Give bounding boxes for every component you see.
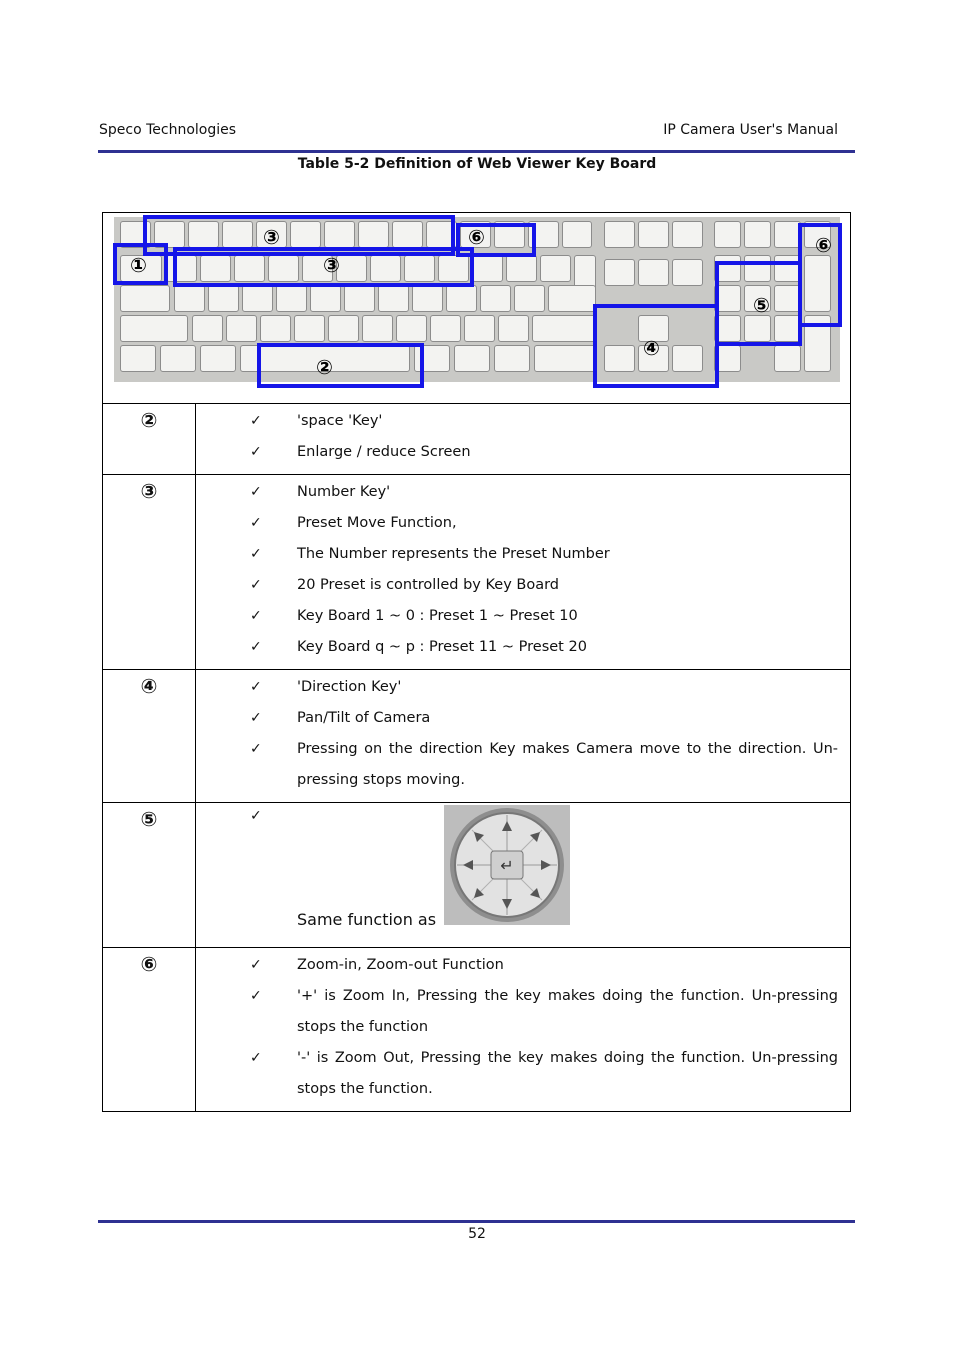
keyboard-key — [362, 315, 393, 342]
keyboard-key — [344, 285, 375, 312]
keyboard-key — [260, 315, 291, 342]
checkmark-icon: ✓ — [250, 608, 262, 624]
checkmark-icon: ✓ — [250, 484, 262, 500]
keyboard-key — [672, 259, 703, 286]
keyboard-key — [200, 345, 236, 372]
checkmark-icon: ✓ — [250, 988, 262, 1004]
keyboard-key — [540, 255, 571, 282]
keyboard-key — [604, 259, 635, 286]
keyboard-key — [498, 315, 529, 342]
keyboard-key — [514, 285, 545, 312]
keyboard-key — [534, 345, 596, 372]
checkmark-icon: ✓ — [250, 808, 262, 824]
list-item: ✓ Same function as ↵ — [196, 805, 838, 931]
ptz-control-icon — [444, 805, 570, 931]
list-item: ✓ Key Board 1 ~ 0 : Preset 1 ~ Preset 10 — [196, 601, 838, 632]
row-number-key — [103, 475, 851, 670]
row-numpad — [103, 803, 851, 948]
keyboard-key — [464, 315, 495, 342]
list-item: ✓ 20 Preset is controlled by Key Board — [196, 570, 838, 601]
list-item: ✓ Number Key' — [196, 477, 838, 508]
footer-rule — [98, 1220, 855, 1223]
keyboard-key — [396, 315, 427, 342]
checkmark-icon: ✓ — [250, 413, 262, 429]
header-company: Speco Technologies — [99, 122, 237, 138]
keyboard-key — [328, 315, 359, 342]
header-rule — [98, 150, 855, 153]
row-number: ② — [103, 404, 196, 475]
keyboard-key — [548, 285, 596, 312]
keyboard-key — [242, 285, 273, 312]
row-description — [196, 475, 851, 670]
keyboard-key — [446, 285, 477, 312]
keyboard-key — [120, 285, 170, 312]
checkmark-icon: ✓ — [250, 546, 262, 562]
list-item: ✓ Enlarge / reduce Screen — [196, 437, 838, 468]
keyboard-key — [192, 315, 223, 342]
checkmark-icon: ✓ — [250, 1050, 262, 1066]
keyboard-key — [378, 285, 409, 312]
row-number: ⑥ — [103, 948, 196, 1112]
label-1: ① — [130, 253, 147, 277]
list-item: ✓ Preset Move Function, — [196, 508, 838, 539]
row-description — [196, 803, 851, 948]
label-6-numpad: ⑥ — [815, 233, 832, 257]
page-number: 52 — [468, 1226, 486, 1242]
keyboard-key — [472, 255, 503, 282]
keyboard-key — [672, 221, 703, 248]
checkmark-icon: ✓ — [250, 577, 262, 593]
keyboard-key — [480, 285, 511, 312]
label-2: ② — [316, 355, 333, 379]
keyboard-key — [638, 259, 669, 286]
label-3-top: ③ — [263, 225, 280, 249]
keyboard-definition-table — [102, 212, 851, 1112]
highlight-space-key — [257, 343, 424, 388]
keyboard-key — [506, 255, 537, 282]
label-4: ④ — [643, 336, 660, 360]
keyboard-key — [208, 285, 239, 312]
row-number: ⑤ — [103, 803, 196, 948]
list-item: ✓ 'Direction Key' — [196, 672, 838, 703]
keyboard-key — [774, 345, 801, 372]
checkmark-icon: ✓ — [250, 515, 262, 531]
checkmark-icon: ✓ — [250, 710, 262, 726]
keyboard-key — [174, 285, 205, 312]
label-5: ⑤ — [753, 293, 770, 317]
checkmark-icon: ✓ — [250, 741, 262, 757]
list-item: ✓ '+' is Zoom In, Pressing the key makes doing the function. Un-pressing stops the function — [196, 981, 838, 1043]
keyboard-key — [532, 315, 596, 342]
row-description — [196, 670, 851, 803]
keyboard-key — [774, 221, 801, 248]
list-item: ✓ Pan/Tilt of Camera — [196, 703, 838, 734]
list-item: ✓ Key Board q ~ p : Preset 11 ~ Preset 20 — [196, 632, 838, 663]
row-description — [196, 404, 851, 475]
keyboard-key — [744, 221, 771, 248]
row-number: ④ — [103, 670, 196, 803]
keyboard-key — [160, 345, 196, 372]
keyboard-key — [562, 221, 592, 248]
row-zoom-key — [103, 948, 851, 1112]
header-manual-title: IP Camera User's Manual — [663, 122, 838, 138]
checkmark-icon: ✓ — [250, 679, 262, 695]
list-item: ✓ '-' is Zoom Out, Pressing the key makes doing the function. Un-pressing stops the function. — [196, 1043, 838, 1105]
list-item: ✓ Pressing on the direction Key makes Camera move to the direction. Un-pressing stops moving. — [196, 734, 838, 796]
list-item: ✓ The Number represents the Preset Number — [196, 539, 838, 570]
row-direction-key — [103, 670, 851, 803]
keyboard-key — [454, 345, 490, 372]
list-item: ✓ Zoom-in, Zoom-out Function — [196, 950, 838, 981]
keyboard-key — [294, 315, 325, 342]
image-row — [103, 213, 851, 404]
keyboard-key — [494, 345, 530, 372]
keyboard-key — [638, 221, 669, 248]
keyboard-key — [714, 221, 741, 248]
checkmark-icon: ✓ — [250, 639, 262, 655]
keyboard-key — [120, 315, 188, 342]
svg-text:↵: ↵ — [500, 856, 514, 875]
label-3-mid: ③ — [323, 253, 340, 277]
keyboard-key — [412, 285, 443, 312]
keyboard-key — [430, 315, 461, 342]
checkmark-icon: ✓ — [250, 444, 262, 460]
checkmark-icon: ✓ — [250, 957, 262, 973]
keyboard-image-cell — [103, 213, 851, 404]
list-item: ✓ 'space 'Key' — [196, 406, 838, 437]
row-space-key — [103, 404, 851, 475]
keyboard-key — [226, 315, 257, 342]
keyboard-key — [604, 221, 635, 248]
keyboard-key — [276, 285, 307, 312]
keyboard-key — [310, 285, 341, 312]
label-6-main: ⑥ — [468, 225, 485, 249]
table-caption: Table 5-2 Definition of Web Viewer Key Board — [297, 156, 657, 172]
row-description — [196, 948, 851, 1112]
keyboard-key — [120, 345, 156, 372]
row-number: ③ — [103, 475, 196, 670]
